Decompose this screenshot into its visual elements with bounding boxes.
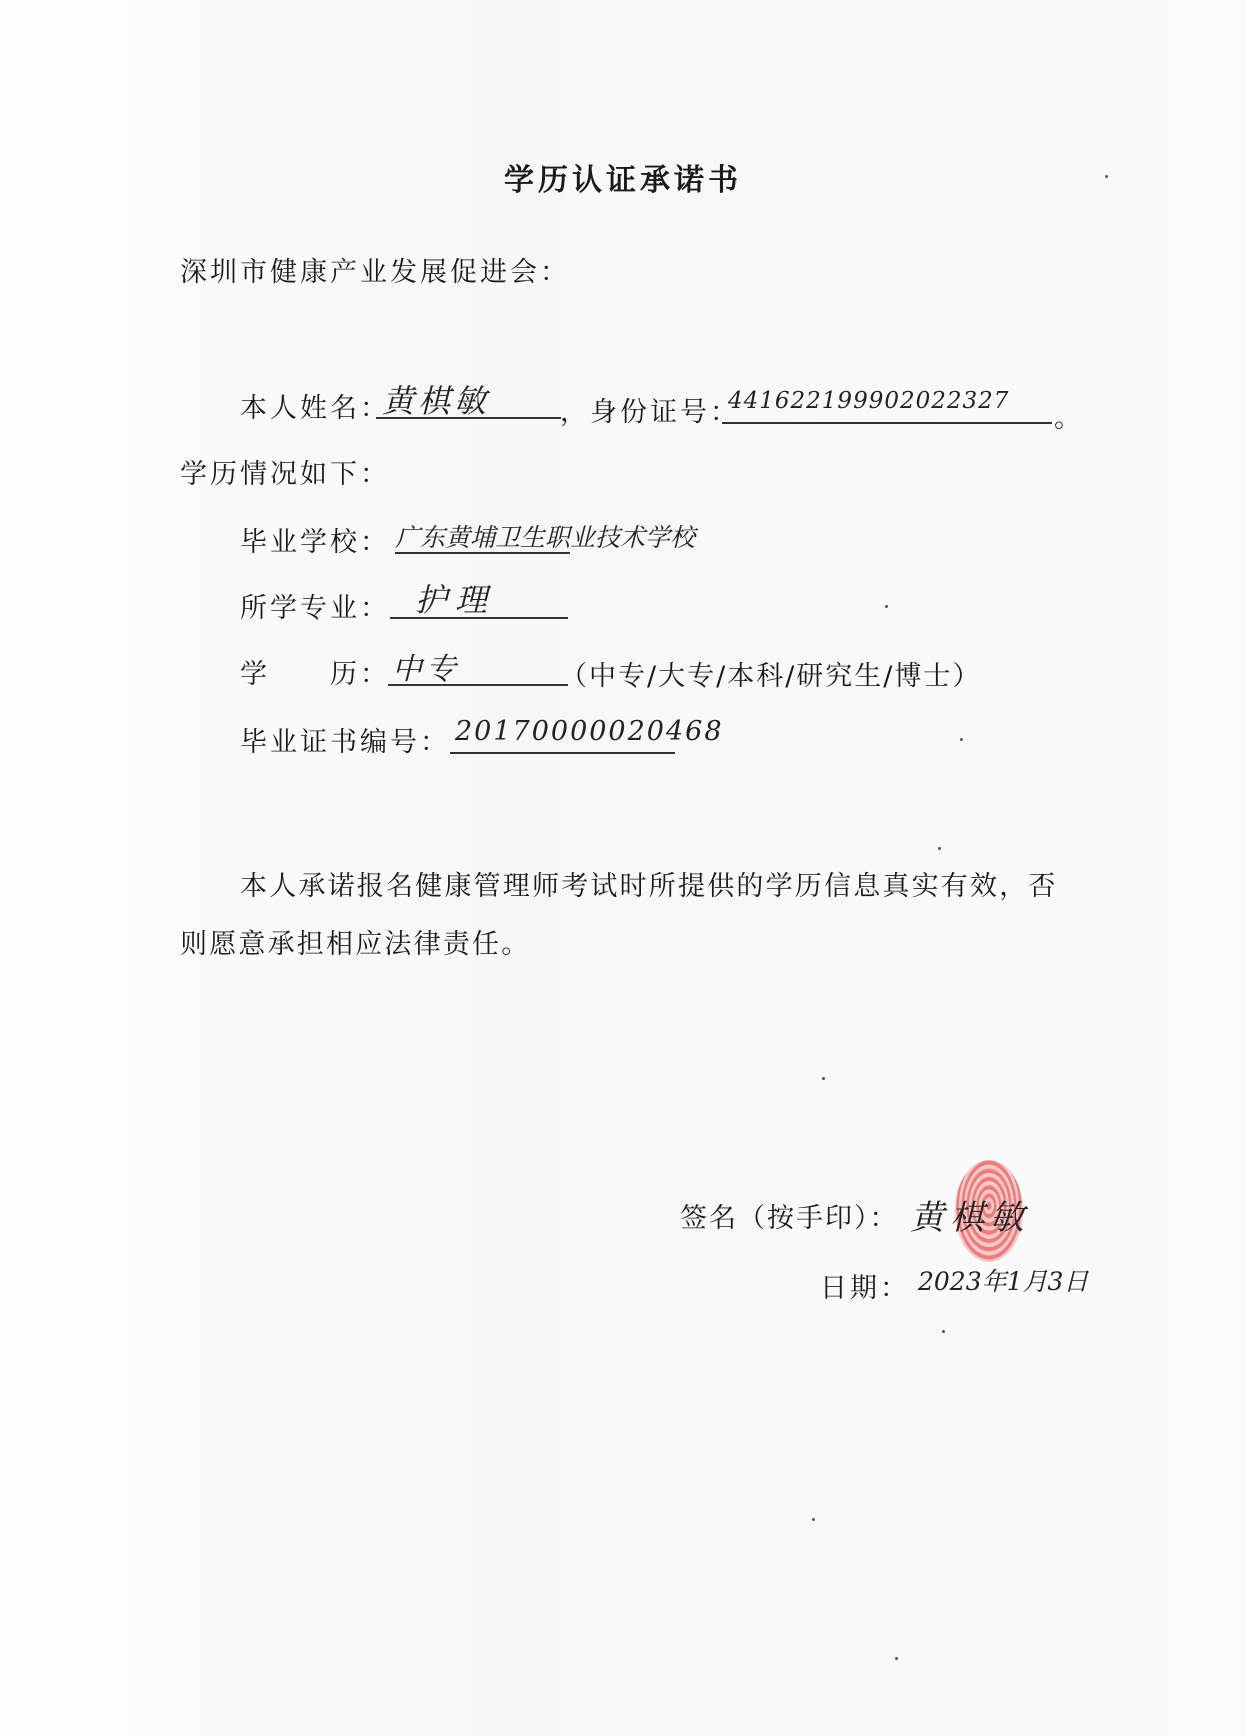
id-label: ，身份证号： — [560, 397, 740, 428]
scan-speck — [895, 1657, 898, 1660]
major-value: 护理 — [415, 581, 496, 619]
name-value: 黄棋敏 — [382, 382, 491, 420]
scan-speck — [822, 1077, 825, 1080]
scan-speck — [885, 605, 888, 608]
name-label: 本人姓名： — [240, 393, 390, 424]
major-underline — [390, 617, 568, 619]
scan-speck — [960, 738, 963, 741]
document-title: 学历认证承诺书 — [504, 163, 742, 198]
major-label: 所学专业： — [240, 593, 390, 624]
id-end-mark: 。 — [1054, 403, 1084, 434]
certificate-underline — [450, 752, 675, 754]
certificate-value: 20170000020468 — [455, 716, 724, 747]
school-label: 毕业学校： — [240, 527, 390, 558]
school-value: 广东黄埔卫生职业技术学校 — [395, 523, 696, 552]
degree-value: 中专 — [392, 652, 460, 687]
education-intro: 学历情况如下： — [180, 459, 390, 490]
signature-label: 签名（按手印）： — [680, 1203, 899, 1234]
id-underline — [722, 422, 1052, 424]
signature-value: 黄棋敏 — [910, 1198, 1030, 1238]
degree-label-part2: 历： — [330, 659, 390, 690]
promise-line-2: 则愿意承担相应法律责任。 — [180, 929, 531, 960]
scan-speck — [942, 1330, 945, 1333]
date-value: 2023年1月3日 — [918, 1267, 1089, 1296]
date-label: 日期： — [820, 1273, 910, 1304]
degree-label-part1: 学 — [240, 659, 270, 690]
scan-speck — [812, 1518, 815, 1521]
scan-speck — [938, 847, 941, 850]
certificate-label: 毕业证书编号： — [240, 727, 450, 758]
addressee: 深圳市健康产业发展促进会： — [180, 257, 570, 288]
degree-underline — [388, 684, 568, 686]
id-value: 441622199902022327 — [728, 388, 1010, 414]
scan-speck — [1105, 175, 1108, 178]
school-underline — [395, 552, 570, 554]
promise-line-1: 本人承诺报名健康管理师考试时所提供的学历信息真实有效，否 — [240, 871, 1058, 902]
name-underline — [376, 417, 561, 419]
degree-options: （中专/大专/本科/研究生/博士） — [560, 661, 982, 692]
